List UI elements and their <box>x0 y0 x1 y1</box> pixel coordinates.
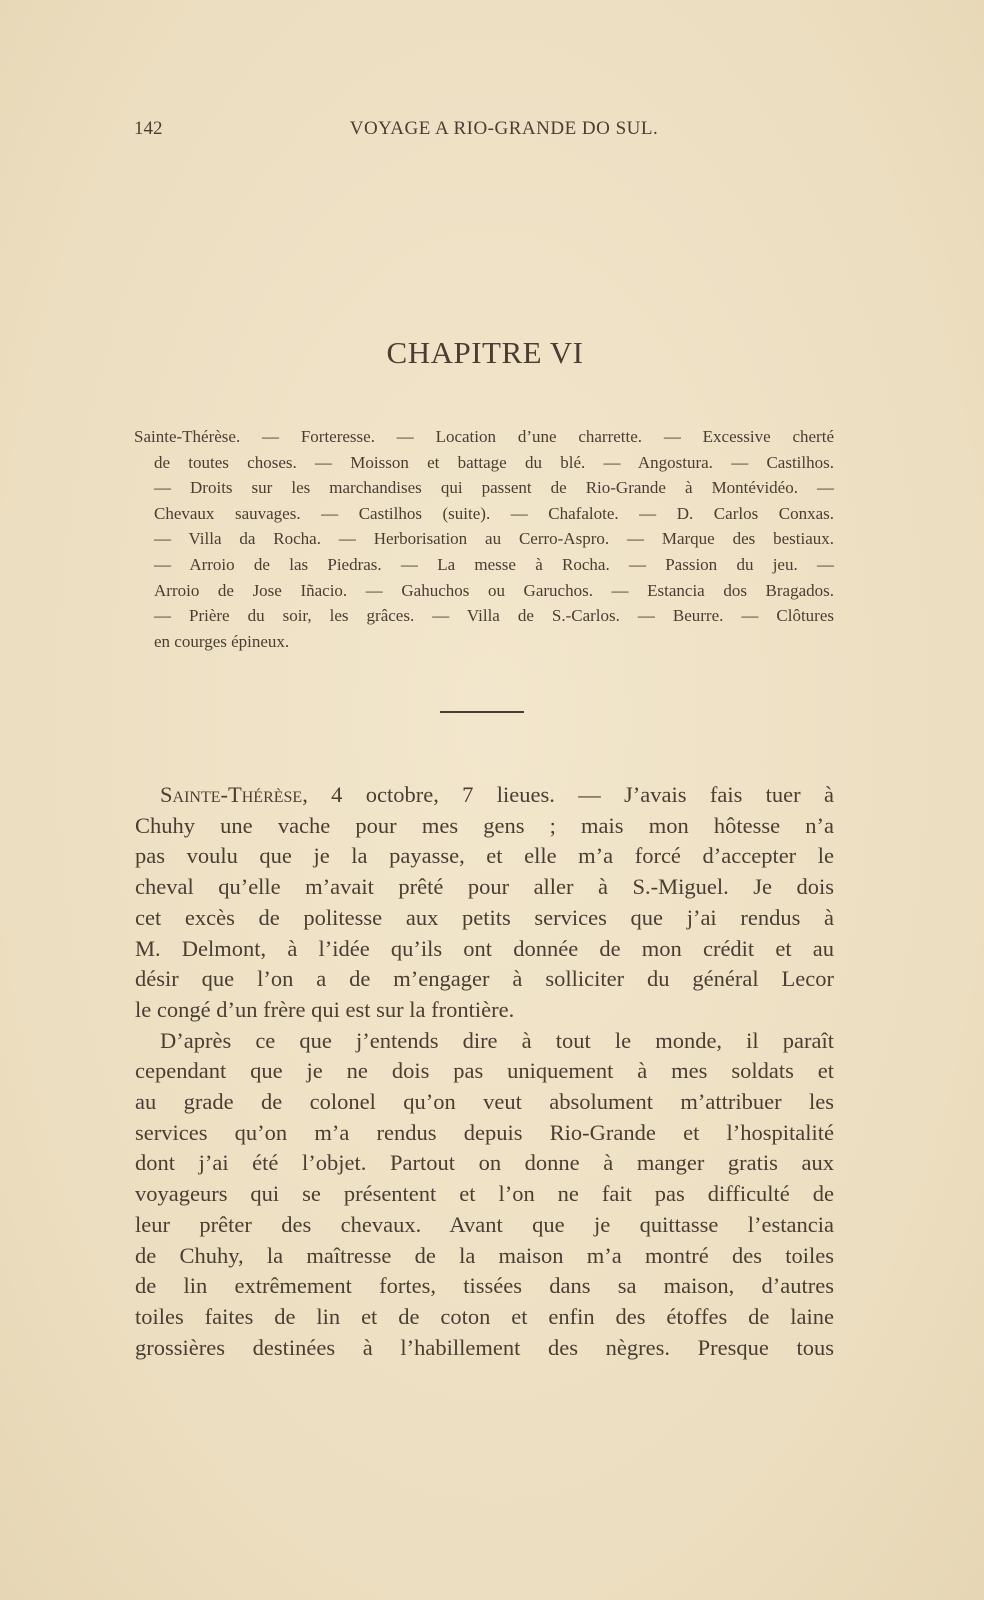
summary-line: Chevaux sauvages. — Castilhos (suite). — Chafalote. — D. Carlos Conxas. <box>154 503 834 523</box>
body-line: D’après ce que j’entends dire à tout le monde, il paraît <box>160 1027 834 1053</box>
chapter-summary <box>134 424 834 654</box>
body-line: toiles faites de lin et de coton et enfin des étoffes de laine <box>135 1303 834 1329</box>
body-line: de lin extrêmement fortes, tissées dans sa maison, d’autres <box>135 1273 834 1299</box>
body-line: le congé d’un frère qui est sur la frontière. <box>135 996 515 1022</box>
body-line: cet excès de politesse aux petits services que j’ai rendus à <box>135 904 834 930</box>
body-line: désir que l’on a de m’engager à solliciter du général Lecor <box>135 966 834 992</box>
chapter-title: CHAPITRE VI <box>386 335 584 370</box>
place-heading: Sainte-Thérèse <box>160 782 303 807</box>
body-line: pas voulu que je la payasse, et elle m’a forcé d’accepter le <box>135 843 834 869</box>
body-line: voyageurs qui se présentent et l’on ne fait pas difficulté de <box>135 1181 834 1207</box>
body-line: M. Delmont, à l’idée qu’ils ont donnée de mon crédit et au <box>135 935 834 961</box>
summary-line: — Droits sur les marchandises qui passent de Rio-Grande à Montévidéo. — <box>154 478 834 498</box>
body-line: cependant que je ne dois pas uniquement à mes soldats et <box>135 1058 834 1084</box>
body-line: de Chuhy, la maîtresse de la maison m’a montré des toiles <box>135 1242 834 1268</box>
running-title: VOYAGE A RIO-GRANDE DO SUL. <box>349 118 659 139</box>
summary-line: — Villa da Rocha. — Herborisation au Cerro-Aspro. — Marque des bestiaux. <box>154 529 834 549</box>
summary-line: de toutes choses. — Moisson et battage du blé. — Angostura. — Castilhos. <box>154 452 834 472</box>
body-text <box>135 780 834 1363</box>
summary-line: Arroio de Jose Iñacio. — Gahuchos ou Garuchos. — Estancia dos Bragados. <box>154 580 834 600</box>
page-number: 142 <box>134 118 163 139</box>
page-header <box>134 118 834 144</box>
body-line: cheval qu’elle m’avait prêté pour aller à S.-Miguel. Je dois <box>135 874 834 900</box>
summary-line: — Arroio de las Piedras. — La messe à Rocha. — Passion du jeu. — <box>154 554 834 574</box>
body-line: Chuhy une vache pour mes gens ; mais mon hôtesse n’a <box>135 812 834 838</box>
body-line: dont j’ai été l’objet. Partout on donne à manger gratis aux <box>135 1150 834 1176</box>
section-divider <box>440 711 524 713</box>
body-line <box>135 780 834 811</box>
body-line: leur prêter des chevaux. Avant que je quittasse l’estancia <box>135 1211 834 1237</box>
body-line: grossières destinées à l’habillement des nègres. Presque tous <box>135 1334 834 1360</box>
summary-line: — Prière du soir, les grâces. — Villa de S.-Carlos. — Beurre. — Clôtures <box>154 606 834 626</box>
body-line: au grade de colonel qu’on veut absolument m’attribuer les <box>135 1089 834 1115</box>
summary-line: en courges épineux. <box>154 631 290 651</box>
body-line-text: , 4 octobre, 7 lieues. — J’avais fais tuer à <box>302 782 834 807</box>
summary-line: Sainte-Thérèse. — Forteresse. — Location d’une charrette. — Excessive cherté <box>134 427 834 446</box>
body-line: services qu’on m’a rendus depuis Rio-Grande et l’hospitalité <box>135 1119 834 1145</box>
